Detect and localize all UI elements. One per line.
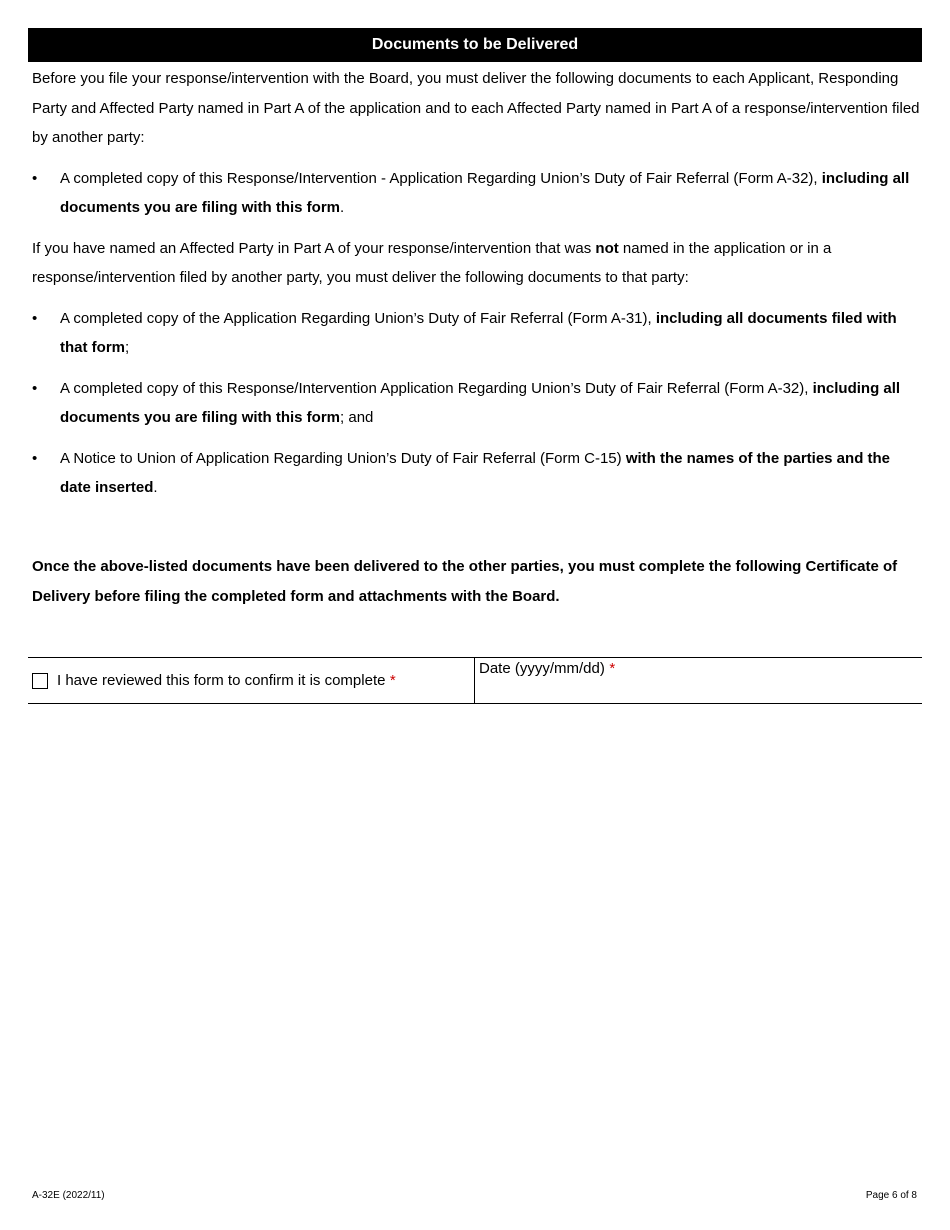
instructions <box>32 64 922 503</box>
date-field[interactable] <box>475 658 922 703</box>
list-item-text: A completed copy of this Response/Intervention - Application Regarding Union’s Duty of Fair Referral (Form A-32), <box>60 169 822 187</box>
certificate-note: Once the above-listed documents have been delivered to the other parties, you must complete the following Certificate of Delivery before filing the completed form and attachments with the Board. <box>32 558 898 605</box>
required-mark: * <box>389 672 396 689</box>
section-title: Documents to be Delivered <box>371 36 579 53</box>
bullet-icon: • <box>32 379 38 397</box>
review-cell <box>28 658 475 703</box>
review-row <box>28 657 922 704</box>
list-item: • A completed copy of this Response/Intervention - Application Regarding Union’s Duty of Fair Referral (Form A-32), including all documents you are filing with this form. <box>32 164 922 223</box>
list-item: • A completed copy of the Application Regarding Union’s Duty of Fair Referral (Form A-31), including all documents filed with that form; <box>32 304 922 363</box>
affected-party-paragraph: If you have named an Affected Party in Part A of your response/intervention that was not named in the application or in a response/intervention filed by another party, you must deliver the following documents to that party: <box>32 239 832 286</box>
section-header <box>28 28 922 62</box>
review-label: I have reviewed this form to confirm it is complete <box>57 672 386 689</box>
bullet-icon: • <box>32 309 38 327</box>
date-label: Date (yyyy/mm/dd) <box>479 660 605 677</box>
intro-paragraph: Before you file your response/intervention with the Board, you must deliver the following documents to each Applicant, Responding Party and Affected Party named in Part A of the application and to each Affected Party named in Part A of a response/intervention filed by another party: <box>32 70 920 146</box>
bullet-icon: • <box>32 169 38 187</box>
list-item: • A Notice to Union of Application Regarding Union’s Duty of Fair Referral (Form C-15) with the names of the parties and the date inserted. <box>32 444 922 503</box>
required-mark: * <box>609 660 616 677</box>
review-checkbox[interactable] <box>32 673 48 689</box>
list-item: • A completed copy of this Response/Intervention Application Regarding Union’s Duty of Fair Referral (Form A-32), including all documents you are filing with this form; and <box>32 374 922 433</box>
page-number: Page 6 of 8 <box>865 1190 917 1201</box>
form-id: A-32E (2022/11) <box>32 1190 105 1201</box>
list-item-bold: including all documents you are filing with this form <box>60 169 910 216</box>
bullet-icon: • <box>32 449 38 467</box>
